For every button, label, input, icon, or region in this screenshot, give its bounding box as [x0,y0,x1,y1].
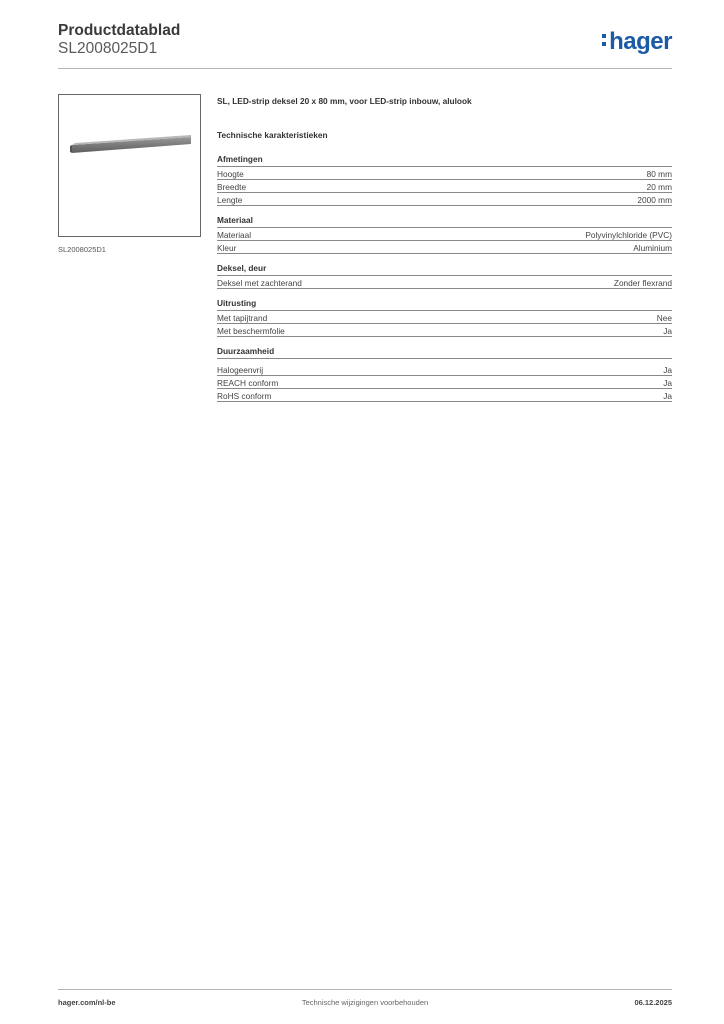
row-label: Met tapijtrand [217,313,268,323]
led-strip-cover-image [59,95,200,236]
row-value: Ja [663,378,672,388]
product-description: SL, LED-strip deksel 20 x 80 mm, voor LED-strip inbouw, alulook [217,96,472,106]
section-material [217,214,672,254]
row-label: Halogeenvrij [217,365,264,375]
footer-date: 06.12.2025 [634,998,672,1007]
footer-website-link[interactable]: hager.com/nl-be [58,998,116,1007]
image-caption: SL2008025D1 [58,245,106,254]
section-cover-door [217,262,672,289]
table-row [217,228,672,241]
table-row [217,311,672,324]
row-label: REACH conform [217,378,279,388]
product-image-frame [58,94,201,237]
table-row [217,241,672,254]
section-title: Deksel, deur [217,262,672,276]
table-row [217,324,672,337]
table-row [217,167,672,180]
row-value: Ja [663,365,672,375]
section-title: Duurzaamheid [217,345,672,359]
row-label: Kleur [217,243,237,253]
row-label: Lengte [217,195,243,205]
section-sustainability [217,345,672,402]
row-value: 2000 mm [637,195,672,205]
section-title: Materiaal [217,214,672,228]
table-row [217,363,672,376]
table-row [217,376,672,389]
row-value: Aluminium [633,243,672,253]
row-value: 20 mm [646,182,672,192]
header-divider [58,68,672,69]
section-title: Uitrusting [217,297,672,311]
row-label: Met beschermfolie [217,326,285,336]
table-row [217,389,672,402]
product-code: SL2008025D1 [58,40,158,57]
table-row [217,180,672,193]
table-row [217,276,672,289]
row-label: RoHS conform [217,391,272,401]
page-header [58,22,672,70]
section-equipment [217,297,672,337]
row-label: Hoogte [217,169,244,179]
row-value: Ja [663,326,672,336]
logo-dots-icon [602,28,607,46]
logo-text: hager [609,28,672,55]
row-value: Ja [663,391,672,401]
row-value: Nee [656,313,672,323]
row-label: Materiaal [217,230,252,240]
document-title: Productdatablad [58,22,181,39]
footer-disclaimer: Technische wijzigingen voorbehouden [301,998,429,1007]
table-row [217,193,672,206]
row-value: Polyvinylchloride (PVC) [585,230,672,240]
row-label: Deksel met zachterand [217,278,302,288]
row-label: Breedte [217,182,247,192]
technical-characteristics-heading: Technische karakteristieken [217,130,328,140]
product-content [217,95,672,410]
row-value: 80 mm [646,169,672,179]
section-title: Afmetingen [217,153,672,167]
section-dimensions [217,153,672,206]
row-value: Zonder flexrand [613,278,672,288]
footer-divider [58,989,672,990]
hager-logo [602,28,672,56]
